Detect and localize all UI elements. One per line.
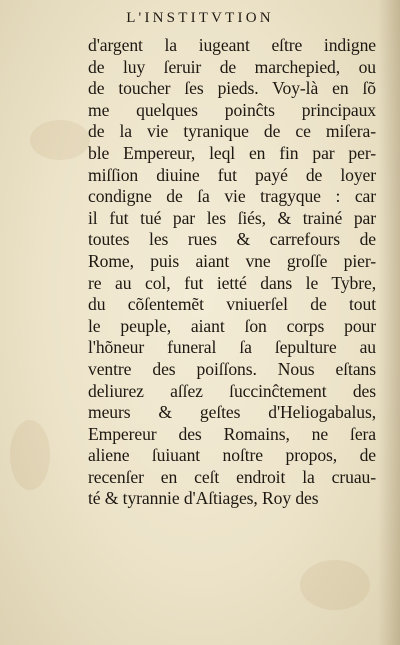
text-line: me quelques poinĉts principaux bbox=[88, 99, 376, 120]
text-line: ventre des poiſſons. Nous eſtans bbox=[88, 358, 376, 379]
text-line: deliurez aſſez ſuccinĉtement des bbox=[88, 380, 376, 401]
text-line: condigne de ſa vie tragyque : car bbox=[88, 186, 376, 207]
text-line: il fut tué par les ſiés, & trainé par bbox=[88, 207, 376, 228]
running-head: L'INSTITVTION bbox=[126, 10, 274, 26]
text-line: du cõſentemẽt vniuerſel de tout bbox=[88, 294, 376, 315]
paper-stain bbox=[30, 120, 90, 160]
text-line: d'argent la iugeant eſtre indigne bbox=[88, 35, 376, 55]
paper-stain bbox=[300, 560, 370, 610]
text-line: miſſion diuine fut payé de loyer bbox=[88, 164, 376, 185]
text-line: de luy ſeruir de marchepied, ou bbox=[88, 56, 376, 77]
text-line: aliene ſuiuant noſtre propos, de bbox=[88, 445, 376, 466]
spine-shadow bbox=[378, 0, 400, 645]
text-line: ble Empereur, leql en fin par per- bbox=[88, 142, 376, 163]
paper-stain bbox=[10, 420, 50, 490]
text-line: de la vie tyranique de ce miſera- bbox=[88, 121, 376, 142]
text-line: recenſer en ceſt endroit la cruau- bbox=[88, 466, 376, 487]
text-line: de toucher ſes pieds. Voy-là en ſõ bbox=[88, 78, 376, 99]
text-line: meurs & geſtes d'Heliogabalus, bbox=[88, 402, 376, 423]
text-line: le peuple, aiant ſon corps pour bbox=[88, 315, 376, 336]
text-line: toutes les rues & carrefours de bbox=[88, 229, 376, 250]
text-line: l'hõneur funeral ſa ſepulture au bbox=[88, 337, 376, 358]
text-block bbox=[88, 35, 376, 510]
text-line: té & tyrannie d'Aſtiages, Roy des bbox=[88, 488, 319, 509]
text-line: re au col, fut ietté dans le Tybre, bbox=[88, 272, 376, 293]
text-line: Empereur des Romains, ne ſera bbox=[88, 423, 376, 444]
text-line: Rome, puis aiant vne groſſe pier- bbox=[88, 250, 376, 271]
